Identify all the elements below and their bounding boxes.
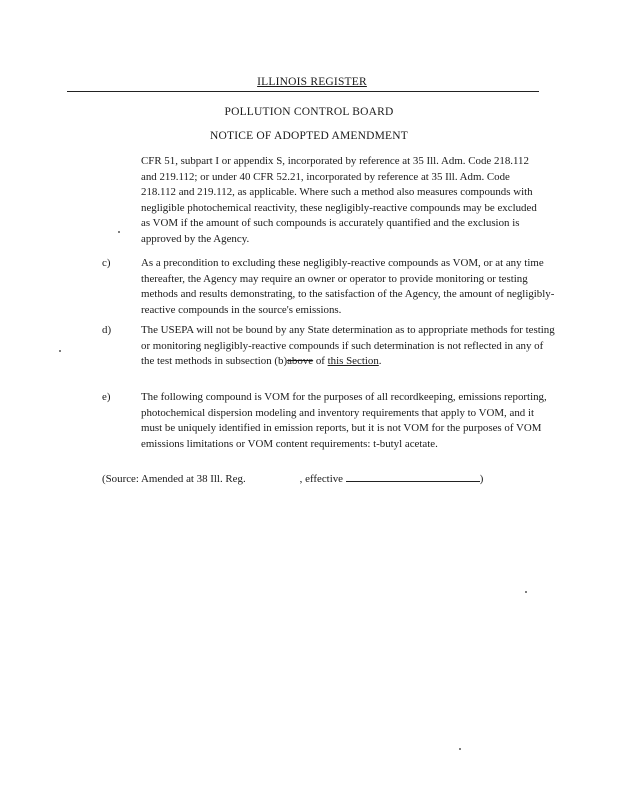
scan-speck [525, 591, 527, 593]
added-text: this Section [327, 355, 379, 368]
source-note [102, 471, 483, 488]
scan-speck [59, 350, 61, 352]
source-suffix: ) [479, 473, 484, 485]
header-rule [67, 91, 539, 92]
subsection-label: d) [102, 324, 112, 336]
struck-text: above [287, 355, 314, 368]
source-prefix: (Source: Amended at 38 Ill. Reg. [102, 473, 246, 485]
source-middle: , effective [299, 473, 344, 485]
subsection-label: e) [102, 391, 111, 403]
subsection-text: As a precondition to excluding these negligibly-reactive compounds as VOM, or at any time thereafter, the Agency may require an owner or operator to provide monitoring or testing methods and results demonstrating, to the satisfaction of the Agency, the amount of negligibly-reactive compounds in the source's emissions. [141, 257, 555, 316]
subsection-label: c) [102, 257, 111, 269]
subsection-text-main: The USEPA will not be bound by any State determination as to appropriate methods for testing or monitoring negligibly-reactive compounds if such determination is not reflected in any of the test methods in subsection (b) [141, 324, 555, 368]
continuation-paragraph: CFR 51, subpart I or appendix S, incorporated by reference at 35 Ill. Adm. Code 218.112 and 219.112; or under 40 CFR 52.21, incorporated by reference at 35 Ill. Adm. Code 218.112 and 219.112, as applicable. Where such a method also measures compounds with negligible photochemical reactivity, these negligibly-reactive compounds may be excluded as VOM if the amount of such compounds is accurately quantified and the exclusion is approved by the Agency. [141, 155, 537, 245]
register-title: ILLINOIS REGISTER [257, 76, 367, 88]
subsection-text [141, 323, 557, 370]
scan-speck [459, 748, 461, 750]
scan-speck [118, 231, 120, 233]
effective-date-blank [346, 471, 480, 482]
board-title: POLLUTION CONTROL BOARD [224, 106, 394, 118]
subsection-text-tail: of [313, 355, 325, 368]
subsection-text: The following compound is VOM for the purposes of all recordkeeping, emissions reporting, photochemical dispersion modeling and inventory requirements that apply to VOM, and it must be uniquely identified in emission reports, but it is not VOM for the purposes of VOM emissions limitations or VOM content requirements: t-butyl acetate. [141, 391, 547, 450]
notice-title: NOTICE OF ADOPTED AMENDMENT [209, 130, 409, 142]
subsection-text-end: . [378, 355, 382, 368]
